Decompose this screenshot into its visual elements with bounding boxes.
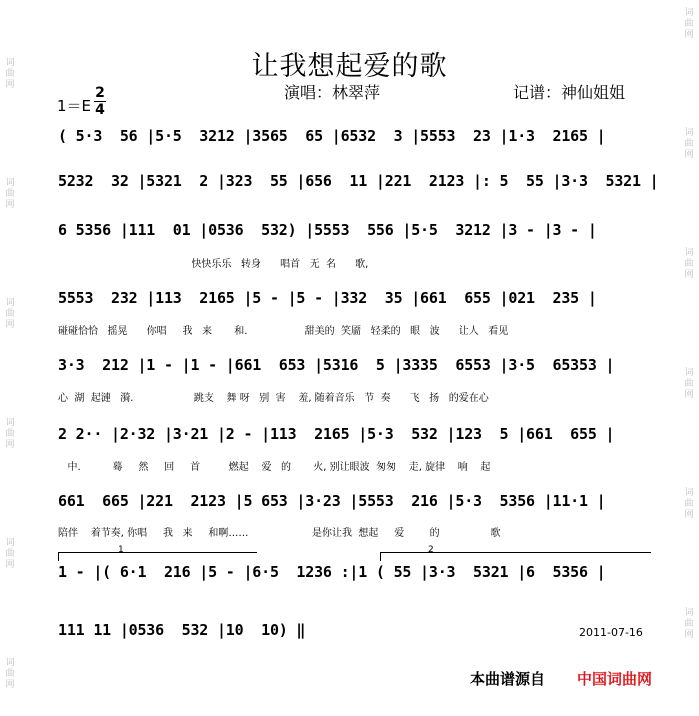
song-title: 让我想起爱的歌 <box>251 51 448 82</box>
score-line-8-notes: 1 - |( 6·1 216 |5 - |6·5 1236 :|1 ( 55 |3·3 5321 |6 5356 | <box>58 563 606 581</box>
watermark-left-6: 词 曲 网 <box>5 658 15 690</box>
score-line-7-lyrics: 陪伴 着节奏, 你唱 我 来 和啊…… 是你让我 想起 爱 的 歌 <box>58 528 501 539</box>
volta-number-2: 2 <box>428 545 434 555</box>
volta-bracket-1 <box>58 552 257 561</box>
watermark-left-3: 词 曲 网 <box>5 298 15 330</box>
time-signature-top: 2 <box>95 85 105 101</box>
volta-number-1: 1 <box>118 545 124 555</box>
watermark-right-2: 词 曲 网 <box>684 128 694 160</box>
score-line-3-lyrics: 快快乐乐 转身 唱首 无 名 歌, <box>58 259 369 270</box>
transcriber-credit: 记谱：神仙姐姐 <box>513 83 626 102</box>
score-line-7-notes: 661 665 |221 2123 |5 653 |3·23 |5553 216 |5·3 5356 |11·1 | <box>58 492 606 510</box>
score-line-4-lyrics: 碰碰恰恰 摇晃 你唱 我 来 和. 甜美的 笑靥 轻柔的 眼 波 让人 看见 <box>58 326 509 337</box>
watermark-left-1: 词 曲 网 <box>5 58 15 90</box>
time-signature <box>94 86 106 117</box>
score-line-1-notes: ( 5·3 56 |5·5 3212 |3565 65 |6532 3 |5553 23 |1·3 2165 | <box>58 127 606 145</box>
score-line-9-notes: 111 11 |0536 532 |10 10) ‖ <box>58 621 306 639</box>
score-line-6-lyrics: 中. 蓦 然 回 首 燃起 爱 的 火, 别让眼波 匆匆 走, 旋律 响 起 <box>58 462 491 473</box>
source-site-link[interactable]: 中国词曲网 <box>577 670 653 688</box>
score-line-2-notes: 5232 32 |5321 2 |323 55 |656 11 |221 2123 |: 5 55 |3·3 5321 | <box>58 172 659 190</box>
score-line-3-notes: 6 5356 |111 01 |0536 532) |5553 556 |5·5 3212 |3 - |3 - | <box>58 221 597 239</box>
source-label: 本曲谱源自 <box>470 670 546 688</box>
time-signature-bottom: 4 <box>95 102 105 118</box>
volta-bracket-2 <box>380 552 651 561</box>
watermark-right-3: 词 曲 网 <box>684 248 694 280</box>
watermark-left-5: 词 曲 网 <box>5 538 15 570</box>
score-line-5-notes: 3·3 212 |1 - |1 - |661 653 |5316 5 |3335 6553 |3·5 65353 | <box>58 356 615 374</box>
singer-credit: 演唱：林翠萍 <box>284 83 381 102</box>
watermark-right-6: 词 曲 网 <box>684 608 694 640</box>
score-line-6-notes: 2 2·· |2·32 |3·21 |2 - |113 2165 |5·3 532 |123 5 |661 655 | <box>58 425 615 443</box>
watermark-left-2: 词 曲 网 <box>5 178 15 210</box>
score-date: 2011-07-16 <box>579 626 643 639</box>
key-signature: 1＝E <box>57 97 92 115</box>
watermark-right-1: 词 曲 网 <box>684 8 694 40</box>
watermark-left-4: 词 曲 网 <box>5 418 15 450</box>
watermark-right-5: 词 曲 网 <box>684 488 694 520</box>
score-line-5-lyrics: 心 湖 起漣 漪. 跳支 舞 呀 别 害 羞, 随着音乐 节 奏 飞 扬 的爱在心 <box>58 393 489 404</box>
watermark-right-4: 词 曲 网 <box>684 368 694 400</box>
score-line-4-notes: 5553 232 |113 2165 |5 - |5 - |332 35 |661 655 |021 235 | <box>58 289 597 307</box>
